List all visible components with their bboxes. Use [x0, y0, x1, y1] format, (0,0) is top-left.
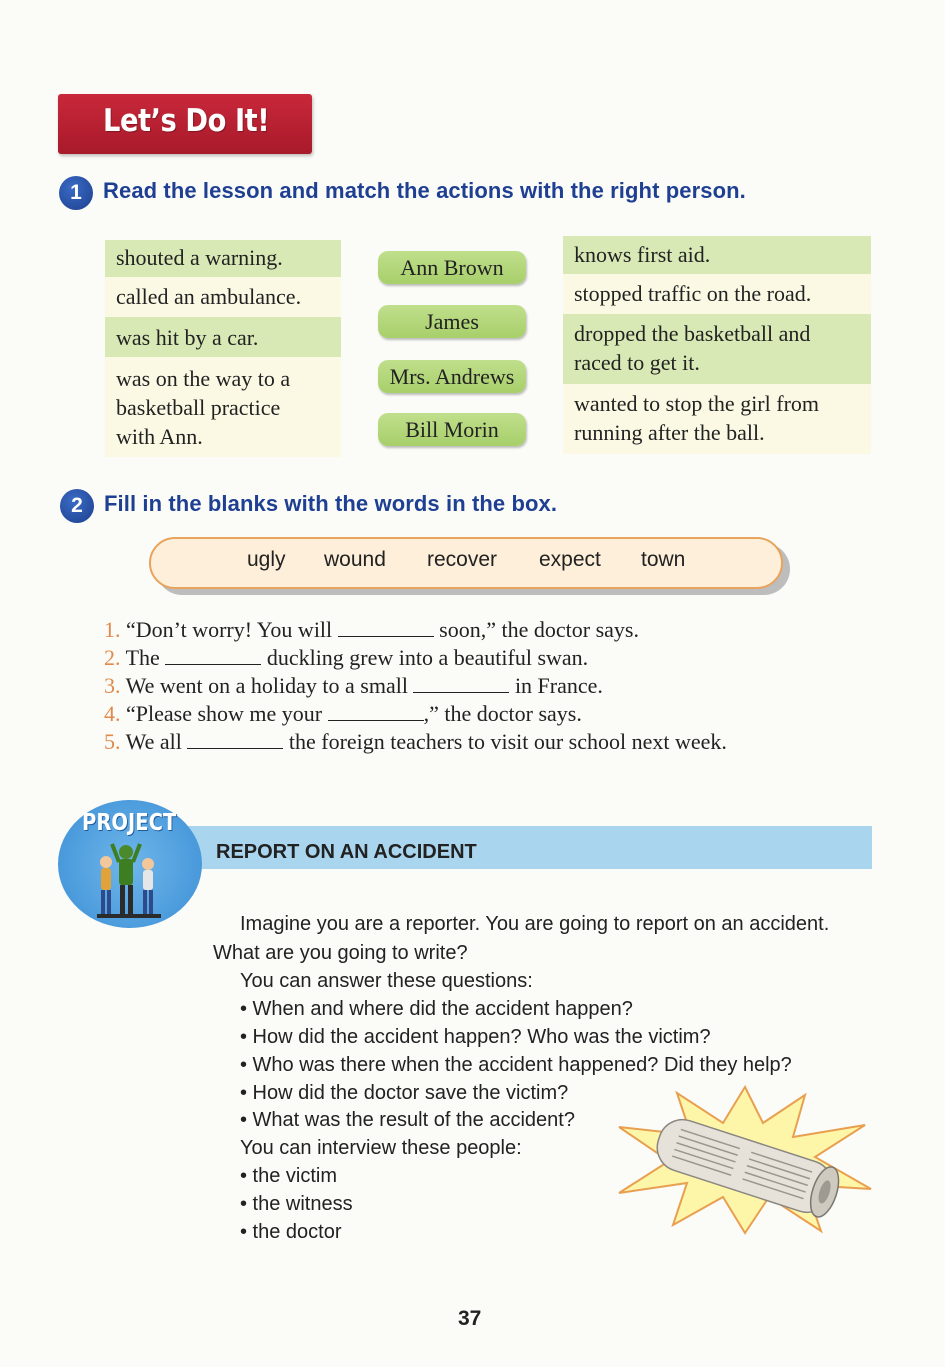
blank-5 [187, 730, 283, 749]
question-3: • Who was there when the accident happened? Did they help? [240, 1054, 792, 1076]
question-2: • How did the accident happen? Who was the victim? [240, 1026, 711, 1048]
left-action-3: was hit by a car. [105, 317, 341, 357]
banner-title: Let’s Do It! [103, 103, 270, 139]
exercise-1-instruction: Read the lesson and match the actions with the right person. [103, 178, 746, 203]
sentence-1: 1. “Don’t worry! You will soon,” the doctor says. [104, 617, 639, 642]
project-title: REPORT ON AN ACCIDENT [216, 841, 477, 863]
project-intro-1: Imagine you are a reporter. You are going to report on an accident. [240, 913, 830, 935]
exercise-2-instruction: Fill in the blanks with the words in the box. [104, 491, 558, 516]
question-1: • When and where did the accident happen? [240, 998, 633, 1020]
page-number: 37 [458, 1307, 482, 1330]
kids-illustration-icon [92, 838, 166, 920]
right-action-3: dropped the basketball and raced to get it. [563, 314, 871, 384]
blank-2 [165, 646, 261, 665]
right-action-1: knows first aid. [563, 236, 871, 274]
exercise-2-number: 2 [60, 489, 94, 523]
interviewee-2: • the witness [240, 1193, 353, 1215]
questions-lead: You can answer these questions: [240, 970, 533, 992]
question-5: • What was the result of the accident? [240, 1109, 575, 1131]
sentence-5: 5. We all the foreign teachers to visit our school next week. [104, 729, 727, 754]
word-recover: recover [427, 548, 498, 571]
word-ugly: ugly [247, 548, 286, 571]
exercise-1-number: 1 [59, 176, 93, 210]
left-action-1: shouted a warning. [105, 240, 341, 277]
sentence-4: 4. “Please show me your ,” the doctor says. [104, 701, 582, 726]
blank-3 [413, 674, 509, 693]
project-label: PROJECT [82, 810, 177, 836]
person-ann-brown: Ann Brown [378, 251, 526, 284]
person-mrs-andrews: Mrs. Andrews [378, 360, 526, 393]
people-lead: You can interview these people: [240, 1137, 522, 1159]
person-james: James [378, 305, 526, 338]
question-4: • How did the doctor save the victim? [240, 1082, 569, 1104]
left-action-4: was on the way to a basketball practice with Ann. [105, 357, 341, 457]
word-wound: wound [324, 548, 386, 571]
interviewee-3: • the doctor [240, 1221, 342, 1243]
left-action-2: called an ambulance. [105, 277, 341, 317]
person-bill-morin: Bill Morin [378, 413, 526, 446]
sentence-2: 2. The duckling grew into a beautiful swan. [104, 645, 589, 670]
project-intro-2: What are you going to write? [213, 942, 468, 964]
word-town: town [641, 548, 686, 571]
blank-4 [328, 702, 424, 721]
interviewee-1: • the victim [240, 1165, 338, 1187]
right-action-4: wanted to stop the girl from running after the ball. [563, 384, 871, 454]
blank-1 [338, 618, 434, 637]
right-action-2: stopped traffic on the road. [563, 274, 871, 314]
word-expect: expect [539, 548, 601, 571]
newspaper-starburst-icon [615, 1085, 875, 1235]
sentence-3: 3. We went on a holiday to a small in France. [104, 673, 603, 698]
